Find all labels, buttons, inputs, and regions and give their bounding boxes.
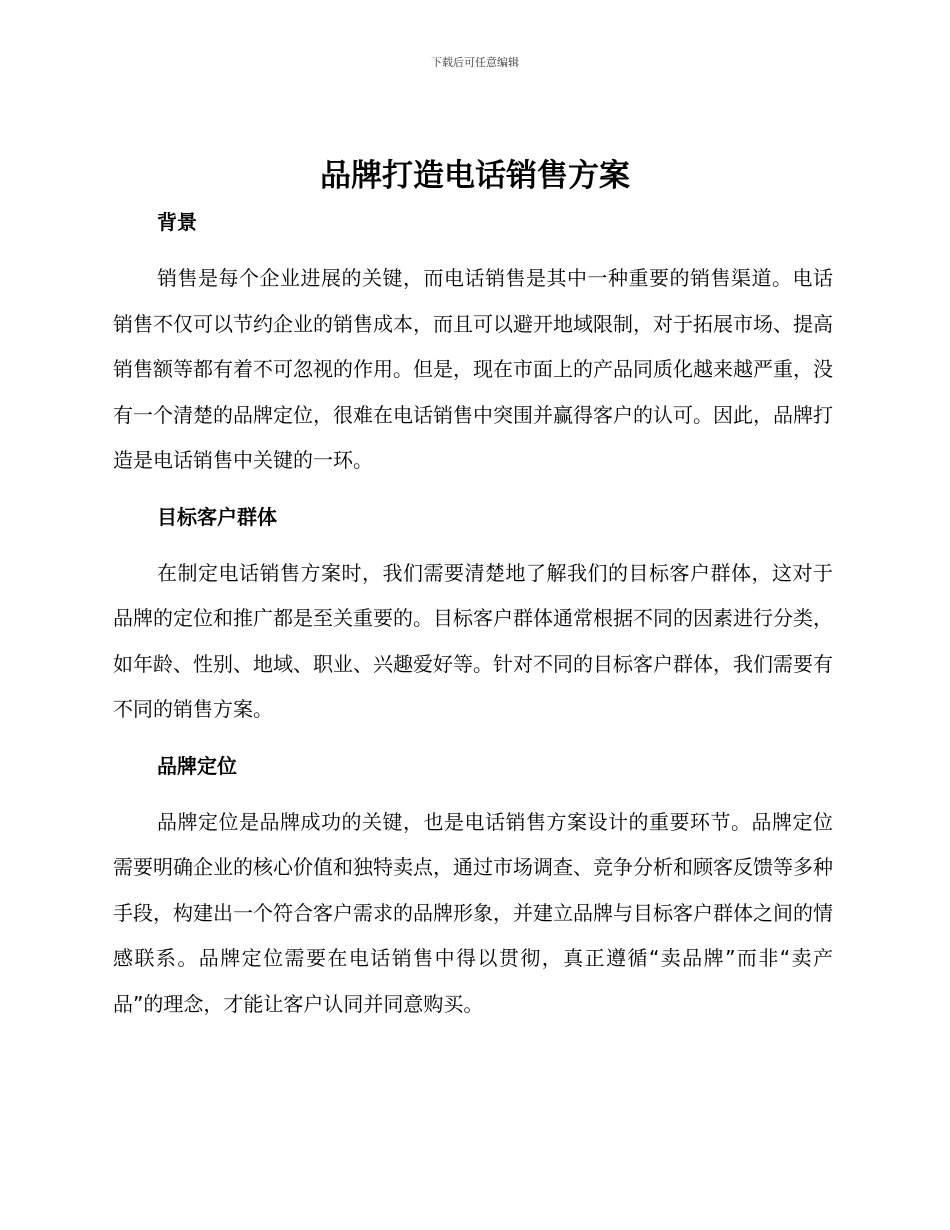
section-heading: 目标客户群体	[157, 504, 277, 529]
header-note: 下载后可任意编辑	[431, 56, 519, 69]
section-heading: 背景	[157, 210, 197, 234]
section-heading: 品牌定位	[157, 753, 237, 778]
document-body	[113, 202, 833, 1027]
section-background	[113, 202, 833, 484]
document-title: 品牌打造电话销售方案	[320, 158, 630, 194]
section-paragraph: 销售是每个企业进展的关键，而电话销售是其中一种重要的销售渠道。电话销售不仅可以节约企业的销售成本，而且可以避开地域限制，对于拓展市场、提高销售额等都有着不可忽视的作用。但是，现在市面上的产品同质化越来越严重，没有一个清楚的品牌定位，很难在电话销售中突围并赢得客户的认可。因此，品牌打造是电话销售中关键的一环。	[113, 266, 833, 472]
section-target-customers	[113, 497, 833, 733]
section-paragraph: 在制定电话销售方案时，我们需要清楚地了解我们的目标客户群体，这对于品牌的定位和推广都是至关重要的。目标客户群体通常根据不同的因素进行分类，如年龄、性别、地域、职业、兴趣爱好等。针对不同的目标客户群体，我们需要有不同的销售方案。	[113, 560, 833, 721]
section-brand-positioning	[113, 746, 833, 1028]
section-paragraph: 品牌定位是品牌成功的关键，也是电话销售方案设计的重要环节。品牌定位需要明确企业的核心价值和独特卖点，通过市场调查、竞争分析和顾客反馈等多种手段，构建出一个符合客户需求的品牌形象，并建立品牌与目标客户群体之间的情感联系。品牌定位需要在电话销售中得以贯彻，真正遵循“卖品牌”而非“卖产品”的理念，才能让客户认同并同意购买。	[113, 809, 833, 1016]
